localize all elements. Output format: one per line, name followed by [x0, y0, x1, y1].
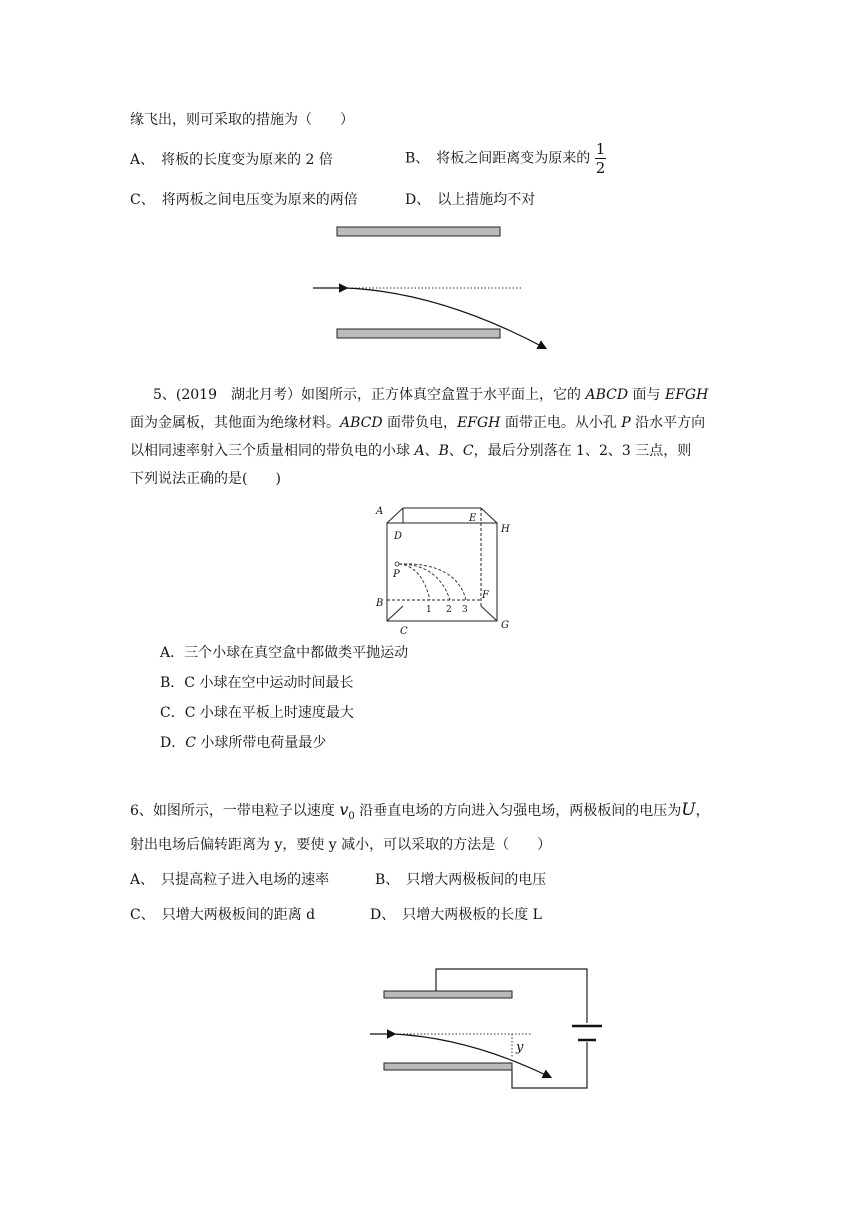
label-f: F — [482, 590, 489, 601]
q4-option-c: C、 将两板之间电压变为原来的两倍 — [130, 192, 358, 208]
q6-line-2: 射出电场后偏转距离为 y，要使 y 减小，可以采取的方法是（ ） — [130, 837, 552, 853]
point-1-label: 1 — [426, 605, 432, 615]
trajectory-2 — [399, 564, 450, 600]
cube-edge — [481, 606, 497, 621]
q5-line-3 — [130, 441, 691, 461]
q5-line-2 — [130, 413, 705, 433]
q6-text: 6、如图所示，一带电粒子以速度 — [130, 803, 340, 819]
q6-circuit-figure — [360, 960, 610, 1100]
fraction-denominator: 2 — [595, 159, 606, 177]
q5-italic: ABCD — [340, 415, 383, 431]
q4-plates-figure — [300, 220, 560, 360]
q5-text: 、 — [424, 443, 439, 459]
q5-text: 、 — [448, 443, 463, 459]
label-d: D — [394, 531, 403, 542]
q5-option-d-italic: C — [185, 735, 196, 751]
q5-italic: A — [414, 443, 425, 459]
fraction-one-half — [595, 140, 607, 177]
point-3-label: 3 — [462, 605, 468, 615]
cube-edge — [481, 508, 497, 523]
q6-velocity-subscript: 0 — [348, 810, 355, 822]
label-e: E — [469, 513, 477, 524]
q6-text: ， — [695, 803, 710, 819]
q6-line-1 — [130, 800, 710, 827]
point-2-label: 2 — [446, 605, 452, 615]
label-b: B — [376, 598, 384, 609]
q6-velocity-symbol: v — [339, 800, 349, 819]
q5-text: 面带负电， — [382, 415, 458, 431]
q5-option-d-prefix: D． — [160, 735, 186, 751]
q6-option-a: A、 只提高粒子进入电场的速率 — [130, 872, 330, 888]
q5-option-d — [160, 733, 326, 753]
q5-italic: EFGH — [457, 415, 501, 431]
q5-line-1 — [153, 385, 708, 405]
q5-italic: B — [438, 443, 449, 459]
q4-option-b-text: B、 将板之间距离变为原来的 — [405, 150, 591, 167]
fraction-numerator: 1 — [595, 140, 606, 158]
q5-text: 沿水平方向 — [630, 415, 706, 431]
q4-option-d: D、 以上措施均不对 — [405, 192, 536, 208]
q6-option-d: D、 只增大两极板的长度 L — [370, 907, 542, 923]
q5-option-a: A．三个小球在真空盒中都做类平抛运动 — [160, 645, 409, 661]
label-h: H — [501, 524, 510, 535]
q5-option-c: C．C 小球在平板上时速度最大 — [160, 705, 354, 721]
q4-stem-tail: 缘飞出，则可采取的措施为（ ） — [130, 112, 354, 128]
q6-text: 沿垂直电场的方向进入匀强电场，两极板间的电压为 — [354, 803, 682, 819]
q5-text: 5、(2019 湖北月考）如图所示，正方体真空盒置于水平面上，它的 — [153, 387, 586, 403]
label-p: P — [393, 569, 400, 580]
q5-text: 以相同速率射入三个质量相同的带负电的小球 — [130, 443, 415, 459]
q4-option-b — [405, 140, 606, 177]
q5-italic: ABCD — [585, 387, 629, 403]
q5-text: 面带正电。从小孔 — [500, 415, 622, 431]
q5-option-b: B．C 小球在空中运动时间最长 — [160, 675, 354, 691]
trajectory-3 — [399, 564, 466, 600]
q5-text: 面为金属板，其他面为绝缘材料。 — [130, 415, 340, 431]
cube-edge — [387, 508, 403, 523]
label-c: C — [400, 626, 408, 637]
q4-option-a: A、 将板的长度变为原来的 2 倍 — [130, 152, 333, 168]
q4-trajectory — [346, 288, 545, 348]
q5-italic: EFGH — [664, 387, 709, 403]
q5-italic: C — [462, 443, 474, 459]
deflection-label-y: y — [516, 1040, 524, 1055]
q5-line-4: 下列说法正确的是( ) — [130, 471, 281, 487]
q6-lower-plate — [384, 1063, 512, 1070]
q5-text: ，最后分别落在 1、2、3 三点，则 — [473, 443, 692, 459]
label-g: G — [501, 620, 509, 631]
q6-trajectory — [394, 1034, 550, 1077]
q5-option-d-text: 小球所带电荷量最少 — [195, 735, 327, 751]
q6-upper-plate — [384, 991, 512, 998]
cube-front-face — [387, 523, 497, 621]
hole-p — [395, 562, 399, 566]
q6-option-c: C、 只增大两极板间的距离 d — [130, 907, 316, 923]
q5-text: 面与 — [628, 387, 665, 403]
q6-option-b: B、 只增大两极板间的电压 — [375, 872, 547, 888]
q4-lower-plate — [337, 329, 500, 338]
q5-italic: P — [621, 415, 631, 431]
q5-cube-figure — [370, 500, 520, 640]
q6-voltage-symbol: U — [681, 800, 696, 820]
label-a: A — [376, 506, 384, 517]
cube-edge — [387, 606, 403, 621]
q4-upper-plate — [337, 227, 500, 236]
